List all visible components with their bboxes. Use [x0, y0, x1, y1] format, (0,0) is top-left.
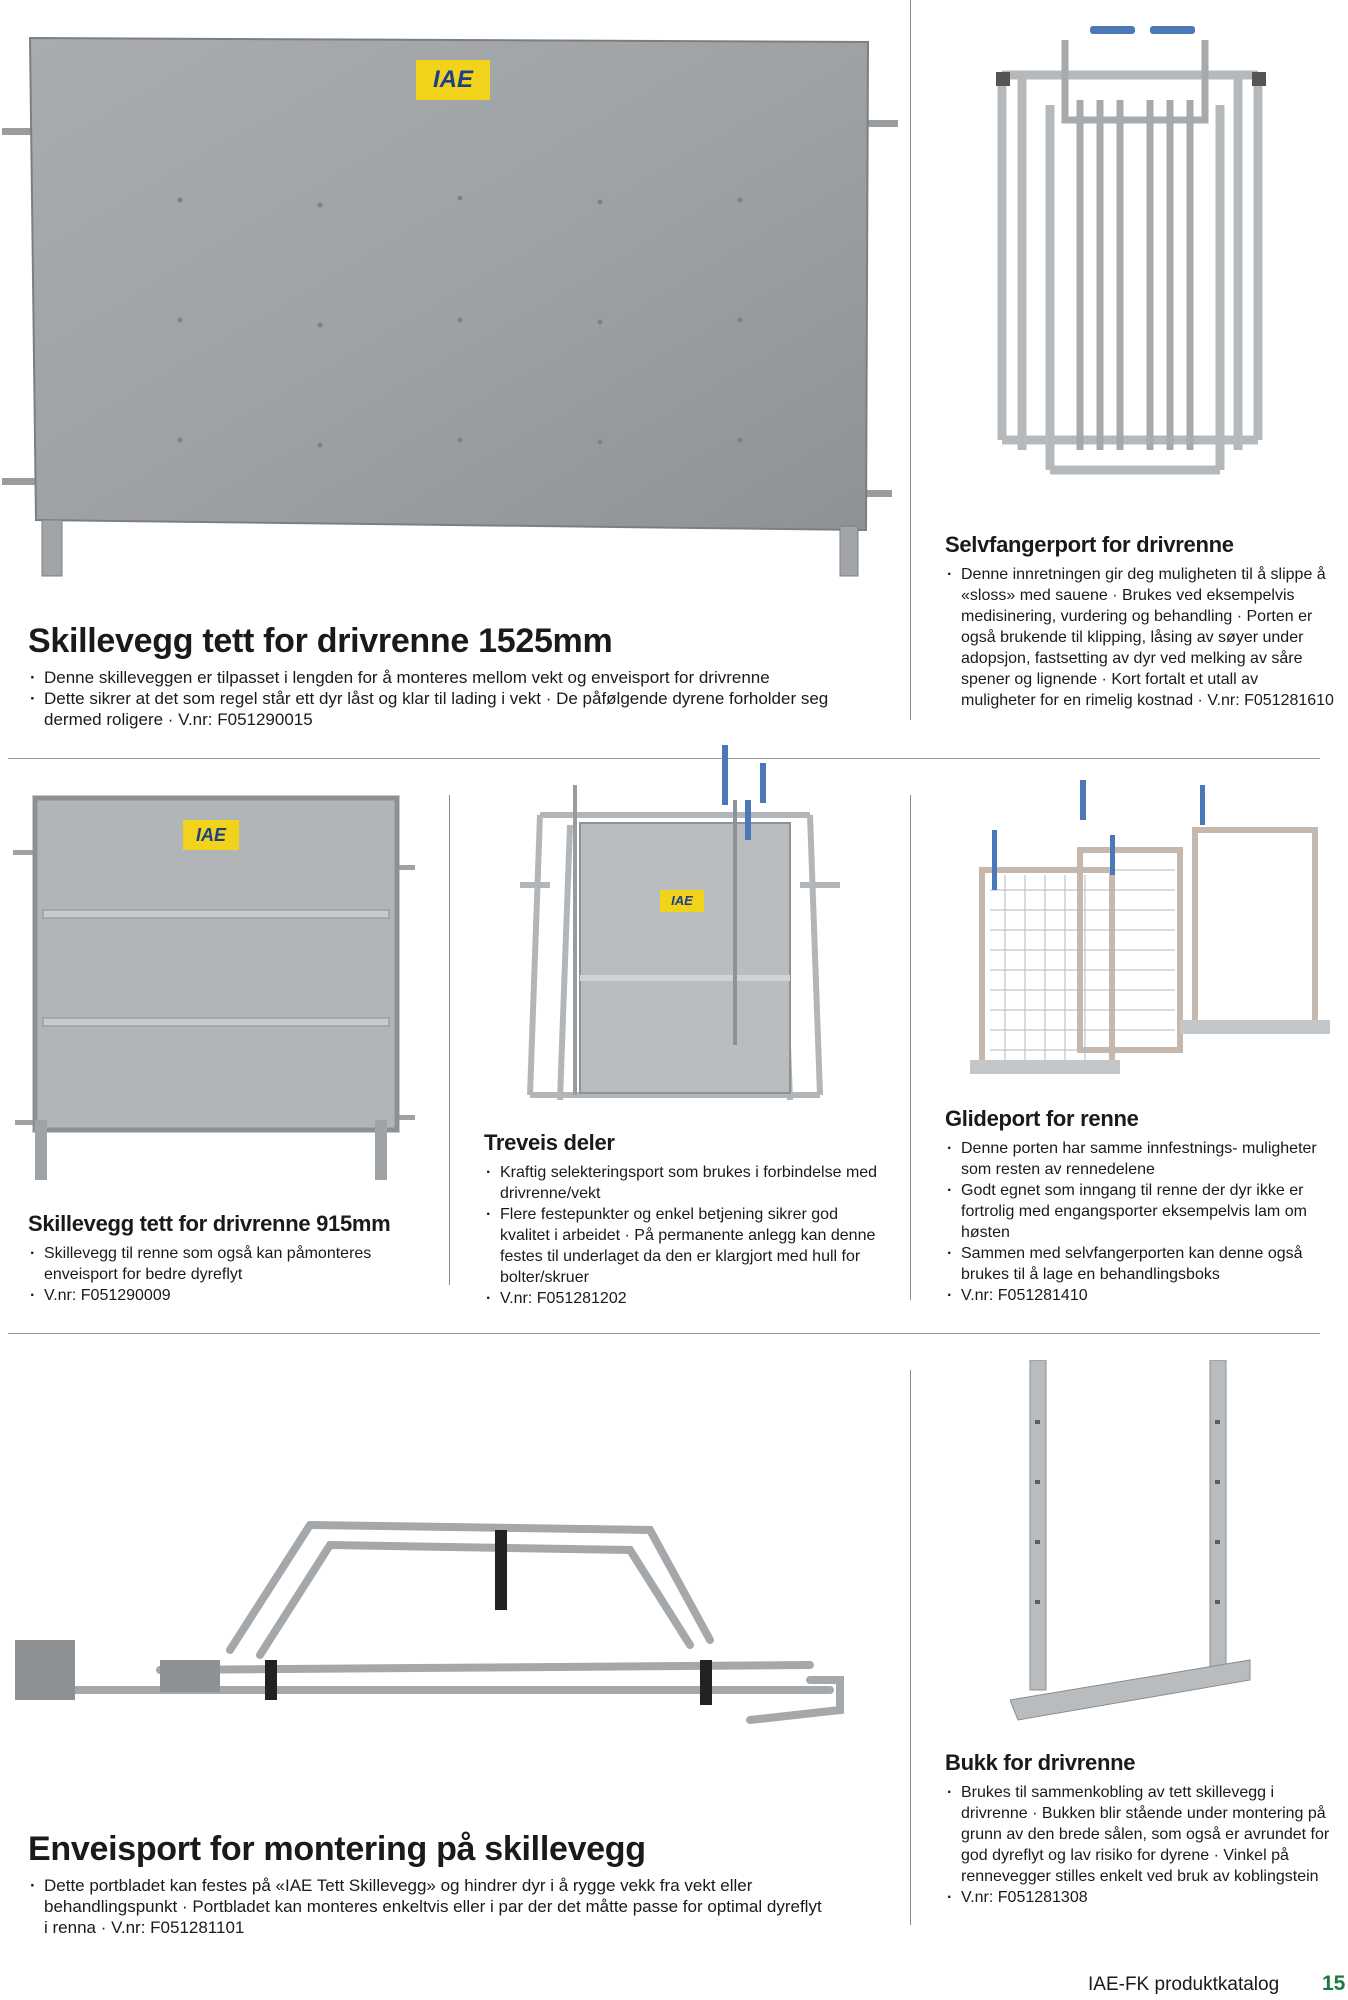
- product-bullets: [484, 1162, 889, 1309]
- product-bukk: [945, 1750, 1340, 1908]
- product-photo-treveis-deler: [510, 745, 850, 1115]
- product-bullets: [28, 1243, 428, 1306]
- bullet: · Brukes til sammenkobling av tett skillevegg i drivrenne · Bukken blir stående under montering på grunn av den brede sålen, som også er avrundet for god dyreflyt og lav risiko for dyrene · Vinkel på rennevegger stilles enkelt ved bruk av koblingstein: [945, 1782, 1340, 1887]
- product-title: Selvfangerport for drivrenne: [945, 532, 1234, 557]
- product-title: Glideport for renne: [945, 1106, 1139, 1131]
- product-treveis: [484, 1130, 889, 1309]
- bullet: · V.nr: F051281410: [945, 1285, 1340, 1306]
- divider-vertical-mid-1: [449, 795, 450, 1285]
- product-bullets: [28, 667, 868, 730]
- product-bullets: [945, 1782, 1340, 1908]
- bullet: · Flere festepunkter og enkel betjening sikrer god kvalitet i arbeidet · På permanente anlegg kan denne festes til underlaget da den er klargjort med hull for bolter/skruer: [484, 1204, 889, 1288]
- product-bullets: [945, 564, 1335, 711]
- bullet: · Godt egnet som inngang til renne der dyr ikke er fortrolig med engangsporter eksempelvis lam om høsten: [945, 1180, 1340, 1243]
- divider-horizontal-2: [8, 1333, 1320, 1334]
- product-photo-bukk: [1010, 1360, 1260, 1730]
- logo-badge-1: IAE: [432, 66, 473, 93]
- product-photo-skillevegg-915: [5, 790, 425, 1190]
- product-915: [28, 1211, 428, 1306]
- product-photo-selvfangerport: [990, 20, 1290, 520]
- product-title: Treveis deler: [484, 1130, 615, 1155]
- logo-badge-3: IAE: [671, 893, 693, 908]
- bullet: · V.nr: F051281308: [945, 1887, 1340, 1908]
- bullet: · V.nr: F051281202: [484, 1288, 889, 1309]
- logo-badge-2: IAE: [195, 825, 226, 845]
- page-number: 15: [1322, 1972, 1346, 1995]
- product-photo-skillevegg-1525: [0, 20, 900, 580]
- product-enveisport: [28, 1830, 828, 1938]
- bullet: · Denne innretningen gir deg muligheten til å slippe å «sloss» med sauene · Brukes ved eksempelvis medisinering, vurdering og behandling · Porten er også brukende til klipping, låsing av søyer under adopsjon, fastsetting av dyr ved melking av såre spener og lignende · Kort fortalt et utall av muligheter for en rimelig kostnad · V.nr: F051281610: [945, 564, 1335, 711]
- bullet: · Sammen med selvfangerporten kan denne også brukes til å lage en behandlingsboks: [945, 1243, 1340, 1285]
- bullet: · Denne porten har samme innfestnings- muligheter som resten av rennedelene: [945, 1138, 1340, 1180]
- divider-vertical-mid-2: [910, 795, 911, 1300]
- product-title: Bukk for drivrenne: [945, 1750, 1136, 1775]
- product-1525: [28, 622, 868, 730]
- product-bullets: [28, 1875, 828, 1938]
- product-photo-enveisport: [10, 1510, 860, 1750]
- bullet: · V.nr: F051290009: [28, 1285, 428, 1306]
- product-glideport: [945, 1106, 1340, 1306]
- footer-brand: IAE-FK produktkatalog: [1088, 1974, 1280, 1995]
- bullet: · Dette sikrer at det som regel står ett dyr låst og klar til lading i vekt · De påfølgende dyrene forholder seg dermed roligere · V.nr: F051290015: [28, 688, 868, 730]
- divider-vertical-bottom: [910, 1370, 911, 1925]
- bullet: · Kraftig selekteringsport som brukes i forbindelse med drivrenne/vekt: [484, 1162, 889, 1204]
- product-title: Skillevegg tett for drivrenne 1525mm: [28, 622, 613, 660]
- divider-vertical-top: [910, 0, 911, 720]
- product-selvfangerport: [945, 532, 1335, 711]
- product-title: Skillevegg tett for drivrenne 915mm: [28, 1211, 391, 1236]
- product-photo-glideport: [970, 780, 1330, 1080]
- bullet: · Denne skilleveggen er tilpasset i lengden for å monteres mellom vekt og enveisport for drivrenne: [28, 667, 868, 688]
- product-bullets: [945, 1138, 1340, 1306]
- bullet: · Dette portbladet kan festes på «IAE Tett Skillevegg» og hindrer dyr i å rygge vekk fra vekt eller behandlingspunkt · Portbladet kan monteres enkeltvis eller i par der det måtte passe for optimal dyreflyt i renna · V.nr: F051281101: [28, 1875, 828, 1938]
- bullet: · Skillevegg til renne som også kan påmonteres enveisport for bedre dyreflyt: [28, 1243, 428, 1285]
- product-title: Enveisport for montering på skillevegg: [28, 1830, 646, 1868]
